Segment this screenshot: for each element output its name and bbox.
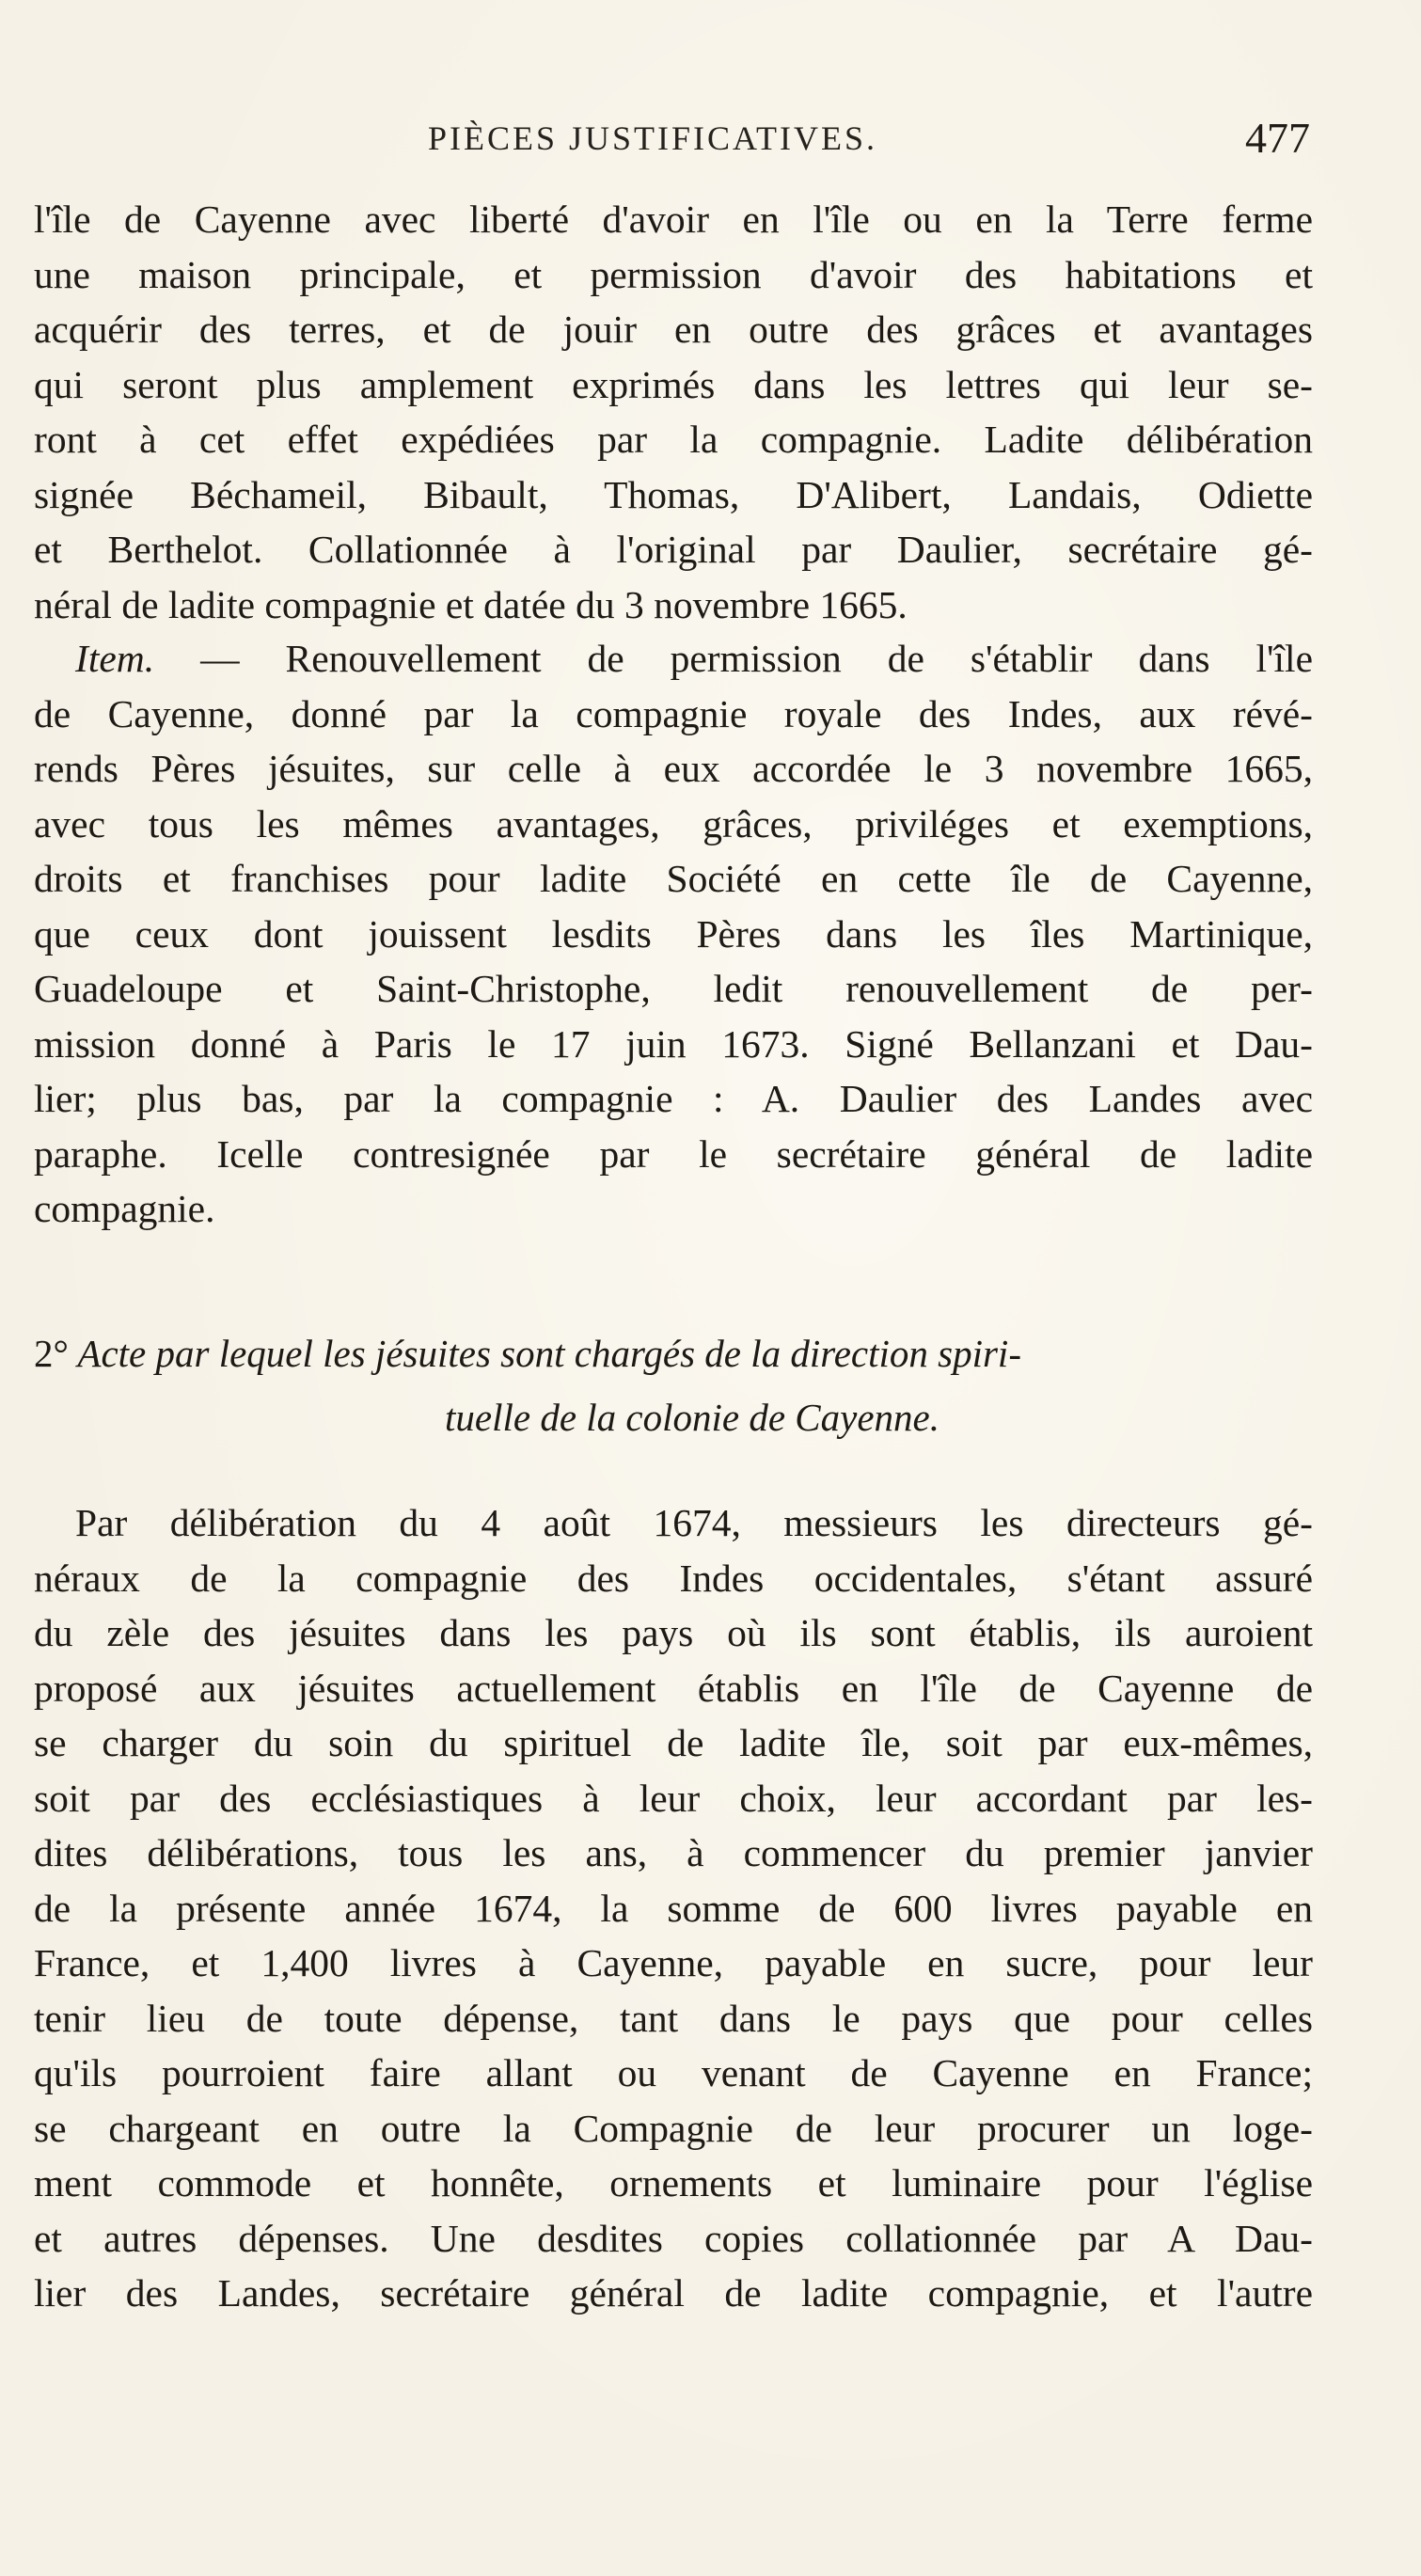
text-line: de la présente année 1674, la somme de 600 livres payable en: [34, 1886, 1313, 1930]
text-line: et autres dépenses. Une desdites copies collationnée par A Dau-: [34, 2216, 1313, 2260]
item-lead: Item.: [75, 637, 155, 680]
text-line: ment commode et honnête, ornements et luminaire pour l'église: [34, 2161, 1313, 2205]
page-header: [0, 111, 1421, 167]
text-line: se charger du soin du spirituel de ladite île, soit par eux-mêmes,: [34, 1721, 1313, 1764]
paragraph-3: [34, 1495, 1313, 2321]
text-line: qu'ils pourroient faire allant ou venant de Cayenne en France;: [34, 2051, 1313, 2094]
text-line: néral de ladite compagnie et datée du 3 novembre 1665.: [34, 582, 908, 626]
text-line: soit par des ecclésiastiques à leur choix, leur accordant par les-: [34, 1776, 1313, 1820]
text-line: acquérir des terres, et de jouir en outre des grâces et avantages: [34, 308, 1313, 351]
text-line: lier; plus bas, par la compagnie : A. Daulier des Landes avec: [34, 1077, 1313, 1120]
text-line: dites délibérations, tous les ans, à commencer du premier janvier: [34, 1831, 1313, 1874]
text-line: proposé aux jésuites actuellement établis en l'île de Cayenne de: [34, 1666, 1313, 1710]
page-number: 477: [1245, 114, 1310, 162]
text-line: Par délibération du 4 août 1674, messieurs les directeurs gé-: [75, 1501, 1313, 1544]
text-line: rends Pères jésuites, sur celle à eux accordée le 3 novembre 1665,: [34, 747, 1313, 790]
running-head: PIÈCES JUSTIFICATIVES.: [428, 119, 878, 157]
paragraph-1: [34, 192, 1313, 632]
text-line: l'île de Cayenne avec liberté d'avoir en l'île ou en la Terre ferme: [34, 198, 1313, 241]
text-line: ront à cet effet expédiées par la compagnie. Ladite délibération: [34, 418, 1313, 461]
text-line: paraphe. Icelle contresignée par le secrétaire général de ladite: [34, 1131, 1313, 1176]
text-line: Guadeloupe et Saint-Christophe, ledit renouvellement de per-: [34, 967, 1313, 1010]
text-line: qui seront plus amplement exprimés dans les lettres qui leur se-: [34, 362, 1313, 406]
text-line: tenir lieu de toute dépense, tant dans le pays que pour celles: [34, 1996, 1313, 2040]
text-line: [34, 631, 1313, 687]
text-line: mission donné à Paris le 17 juin 1673. Signé Bellanzani et Dau-: [34, 1021, 1313, 1066]
text-line: du zèle des jésuites dans les pays où ils sont établis, ils auroient: [34, 1611, 1313, 1654]
section-heading-line-1: [34, 1321, 1313, 1385]
item-first-line: — Renouvellement de permission de s'établir dans l'île: [154, 637, 1313, 680]
section-number: 2°: [34, 1332, 69, 1375]
text-line: une maison principale, et permission d'avoir des habitations et: [34, 252, 1313, 296]
text-line: et Berthelot. Collationnée à l'original par Daulier, secrétaire gé-: [34, 528, 1313, 571]
text-line: compagnie.: [34, 1187, 215, 1230]
section-heading: [34, 1321, 1313, 1449]
text-line: signée Béchameil, Bibault, Thomas, D'Alibert, Landais, Odiette: [34, 472, 1313, 516]
paragraph-2: [34, 631, 1313, 1237]
text-line: que ceux dont jouissent lesdits Pères dans les îles Martinique,: [34, 911, 1313, 956]
section-title-part-1: Acte par lequel les jésuites sont chargés de la direction spiri-: [77, 1332, 1021, 1375]
text-line: droits et franchises pour ladite Société en cette île de Cayenne,: [34, 857, 1313, 900]
text-line: néraux de la compagnie des Indes occidentales, s'étant assuré: [34, 1556, 1313, 1600]
text-line: avec tous les mêmes avantages, grâces, priviléges et exemptions,: [34, 801, 1313, 845]
section-heading-line-2: tuelle de la colonie de Cayenne.: [445, 1396, 939, 1439]
text-line: France, et 1,400 livres à Cayenne, payable en sucre, pour leur: [34, 1941, 1313, 1984]
text-line: de Cayenne, donné par la compagnie royale des Indes, aux révé-: [34, 691, 1313, 735]
text-line: se chargeant en outre la Compagnie de leur procurer un loge-: [34, 2106, 1313, 2150]
text-line: lier des Landes, secrétaire général de ladite compagnie, et l'autre: [34, 2271, 1313, 2315]
